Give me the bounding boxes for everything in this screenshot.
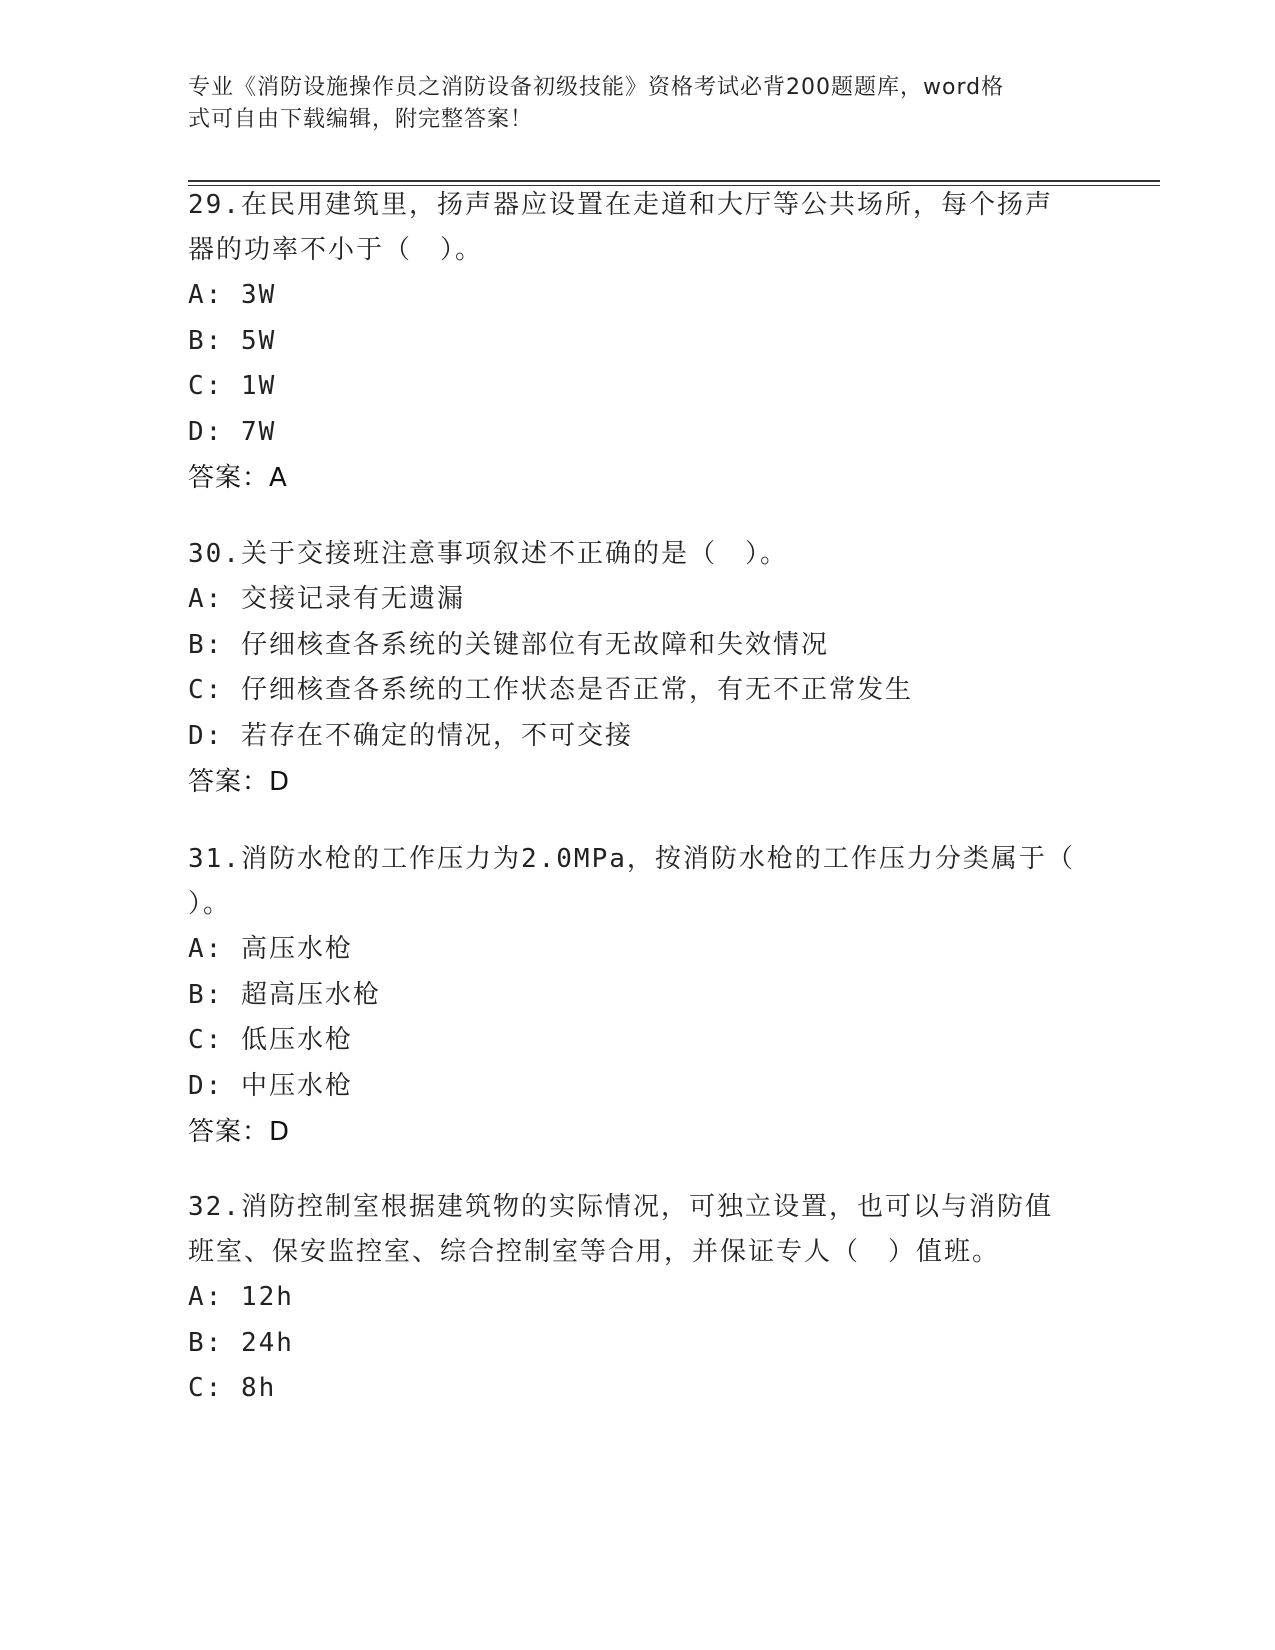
question-30 [188,532,1088,805]
answer: 答案：D [188,1117,291,1147]
option-d: D: 7W [188,416,277,447]
option-d: D: 若存在不确定的情况，不可交接 [188,720,633,751]
option-a: A: 12h [188,1282,294,1312]
option-a: A: 高压水枪 [188,934,353,964]
option-a: A: 交接记录有无遗漏 [188,584,465,614]
question-stem-line: 班室、保安监控室、综合控制室等合用，并保证专人（ ）值班。 [188,1237,1001,1267]
header-line-1: 专业《消防设施操作员之消防设备初级技能》资格考试必背200题题库，word格 [188,75,1005,100]
option-b: B: 5W [188,325,277,356]
option-a: A: 3W [188,280,277,310]
option-c: C: 仔细核查各系统的工作状态是否正常，有无不正常发生 [188,675,913,705]
option-b: B: 超高压水枪 [188,979,381,1010]
answer: 答案：A [188,463,288,493]
header-line-2: 式可自由下载编辑，附完整答案！ [188,107,534,132]
option-c: C: 1W [188,371,277,401]
question-stem-line: ）。 [188,889,232,919]
option-b: B: 24h [188,1327,294,1358]
option-b: B: 仔细核查各系统的关键部位有无故障和失效情况 [188,629,829,660]
question-stem-line: 31.消防水枪的工作压力为2.0MPa，按消防水枪的工作压力分类属于（ [188,844,1075,874]
question-stem-line: 32.消防控制室根据建筑物的实际情况，可独立设置，也可以与消防值 [188,1192,1053,1222]
question-32 [188,1185,1088,1412]
question-29 [188,183,1088,501]
header-divider-thick [188,180,1160,182]
question-stem-line: 器的功率不小于（ ）。 [188,235,484,265]
question-stem-line: 30.关于交接班注意事项叙述不正确的是（ ）。 [188,539,788,569]
option-c: C: 低压水枪 [188,1025,353,1055]
question-stem-line: 29.在民用建筑里，扬声器应设置在走道和大厅等公共场所，每个扬声 [188,190,1053,220]
answer: 答案：D [188,767,291,797]
question-31 [188,837,1088,1155]
document-header [188,72,1068,136]
option-d: D: 中压水枪 [188,1070,353,1101]
option-c: C: 8h [188,1373,277,1403]
